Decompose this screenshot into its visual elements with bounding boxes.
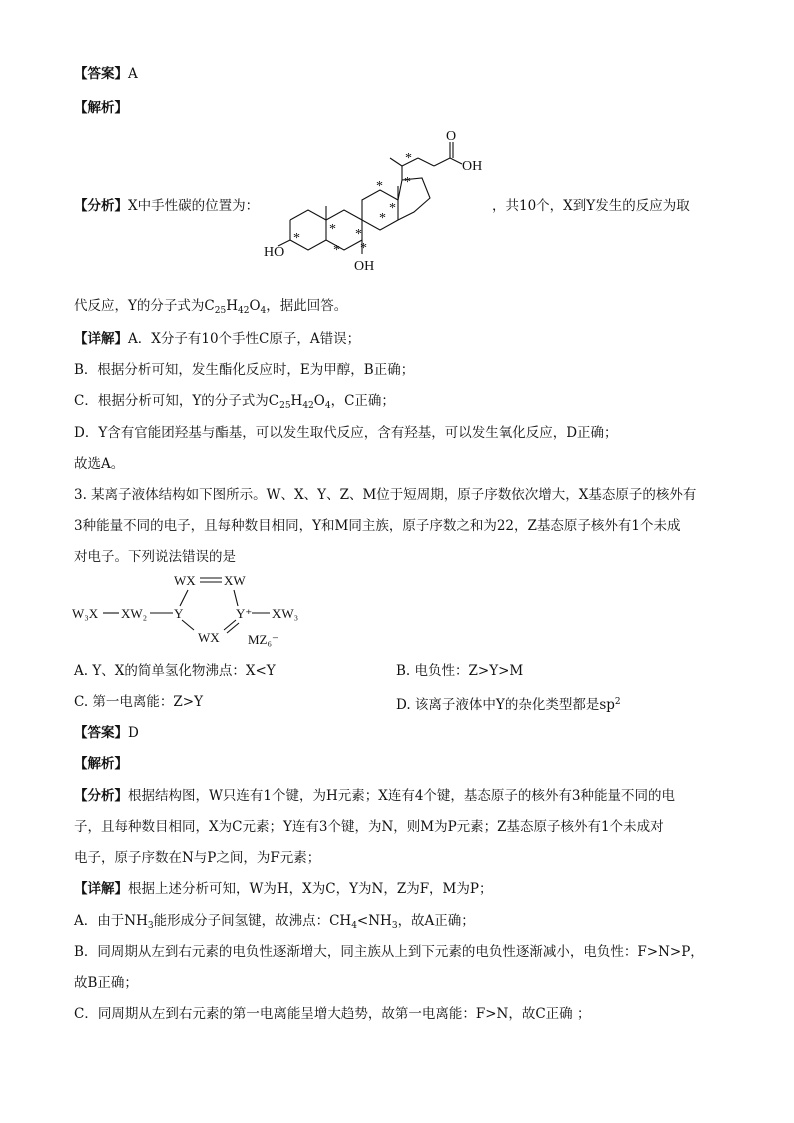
- answer-tag: 【答案】: [74, 66, 128, 82]
- chiral-star-7: *: [329, 222, 336, 237]
- chiral-star-9: *: [293, 231, 300, 246]
- q3-stem-line-3: 对电子。下列说法错误的是: [74, 549, 236, 565]
- chiral-star-6: *: [355, 227, 362, 242]
- wx-bottom: WX: [198, 630, 220, 645]
- chiral-star-2: *: [404, 175, 411, 190]
- chiral-star-5: *: [379, 211, 386, 226]
- wx-top-left: WX: [174, 573, 196, 588]
- y-formula: $C_{25}H_{42}O_4$: [204, 298, 267, 316]
- option-a: A. Y、X的简单氢化物沸点：X<Y: [74, 663, 276, 679]
- carbonyl-o-label: O: [446, 129, 457, 144]
- detail-d-q2: D．Y含有官能团羟基与酯基，可以发生取代反应，含有羟基，可以发生氧化反应，D正确；: [74, 425, 618, 441]
- detail-q3-b-1: B．同周期从左到右元素的电负性逐渐增大，同主族从上到下元素的电负性逐渐减小，电负性：F>N>P，: [74, 944, 704, 960]
- analysis-lead-tail-q2: ，共10个，X到Y发生的反应为取: [492, 198, 690, 214]
- oh-sub-label: OH: [354, 259, 375, 274]
- detail-q3-a: A．由于$NH_3$能形成分子间氢键，故沸点：$CH_4<NH_3$，故A正确；: [74, 913, 475, 931]
- detail-a-q2: 【详解】A．X分子有10个手性C原子，A错误；: [74, 331, 361, 347]
- detail-c-q2: C．根据分析可知，Y的分子式为$C_{25}H_{42}O_4$，C正确；: [74, 393, 395, 411]
- xw-top-right: XW: [224, 573, 246, 588]
- detail-q3-line-1: 【详解】根据上述分析可知，W为H，X为C，Y为N，Z为F，M为P；: [74, 881, 493, 897]
- chiral-star-4: *: [389, 201, 396, 216]
- ionic-liquid-diagram: [70, 570, 330, 652]
- conclusion-q2: 故选A。: [74, 456, 125, 472]
- detail-b-q2: B．根据分析可知，发生酯化反应时，E为甲醇，B正确；: [74, 362, 415, 378]
- analysis-heading-q3: 【解析】: [74, 756, 128, 772]
- steroid-structure-diagram: [262, 128, 502, 288]
- analysis-heading-q2: 【解析】: [74, 100, 128, 116]
- oh-ring-label: HO: [264, 245, 285, 260]
- answer-line-q3: [74, 724, 139, 742]
- q3-stem-line-2: 3种能量不同的电子，且每种数目相同，Y和M同主族，原子序数之和为22，Z基态原子核外有1个未成: [74, 518, 681, 534]
- cooh-oh-label: OH: [462, 159, 483, 174]
- y-right-cation: Y⁺: [236, 606, 253, 621]
- analysis-cont-q2: 代反应，Y的分子式为$C_{25}H_{42}O_4$，据此回答。: [74, 298, 348, 316]
- analysis-q3-line-3: 电子，原子序数在N与P之间，为F元素；: [74, 850, 321, 866]
- xw2-group: XW₂: [121, 606, 148, 621]
- chiral-star-10: *: [360, 241, 367, 256]
- chiral-star-8: *: [333, 243, 340, 258]
- answer-value: D: [128, 725, 139, 741]
- y-left-atom: Y: [174, 606, 184, 621]
- chiral-star-3: *: [376, 179, 383, 194]
- option-d: D. 该离子液体中Y的杂化类型都是$sp^2$: [396, 697, 621, 713]
- option-b: B. 电负性：Z>Y>M: [396, 663, 524, 679]
- detail-q3-b-2: 故B正确；: [74, 975, 138, 991]
- q3-stem-line-1: 3. 某离子液体结构如下图所示。W、X、Y、Z、M位于短周期，原子序数依次增大，X基态原子的核外有: [74, 487, 697, 503]
- anion-mz6: MZ₆⁻: [248, 632, 279, 647]
- option-c: C. 第一电离能：Z>Y: [74, 694, 204, 710]
- analysis-lead-q2: 【分析】X中手性碳的位置为：: [74, 198, 260, 214]
- chiral-star-1: *: [405, 151, 412, 166]
- w3x-group: W₃X: [72, 606, 99, 621]
- detail-q3-c: C．同周期从左到右元素的第一电离能呈增大趋势，故第一电离能：F>N，故C正确 ；: [74, 1006, 591, 1022]
- answer-tag: 【答案】: [74, 725, 128, 741]
- xw3-group: XW₃: [272, 606, 299, 621]
- analysis-q3-line-1: 【分析】根据结构图，W只连有1个键，为H元素；X连有4个键，基态原子的核外有3种能量不同的电: [74, 788, 676, 804]
- analysis-q3-line-2: 子，且每种数目相同，X为C元素；Y连有3个键，为N，则M为P元素；Z基态原子核外有1个未成对: [74, 819, 664, 835]
- answer-value: A: [128, 66, 138, 82]
- answer-line-q2: [74, 65, 138, 83]
